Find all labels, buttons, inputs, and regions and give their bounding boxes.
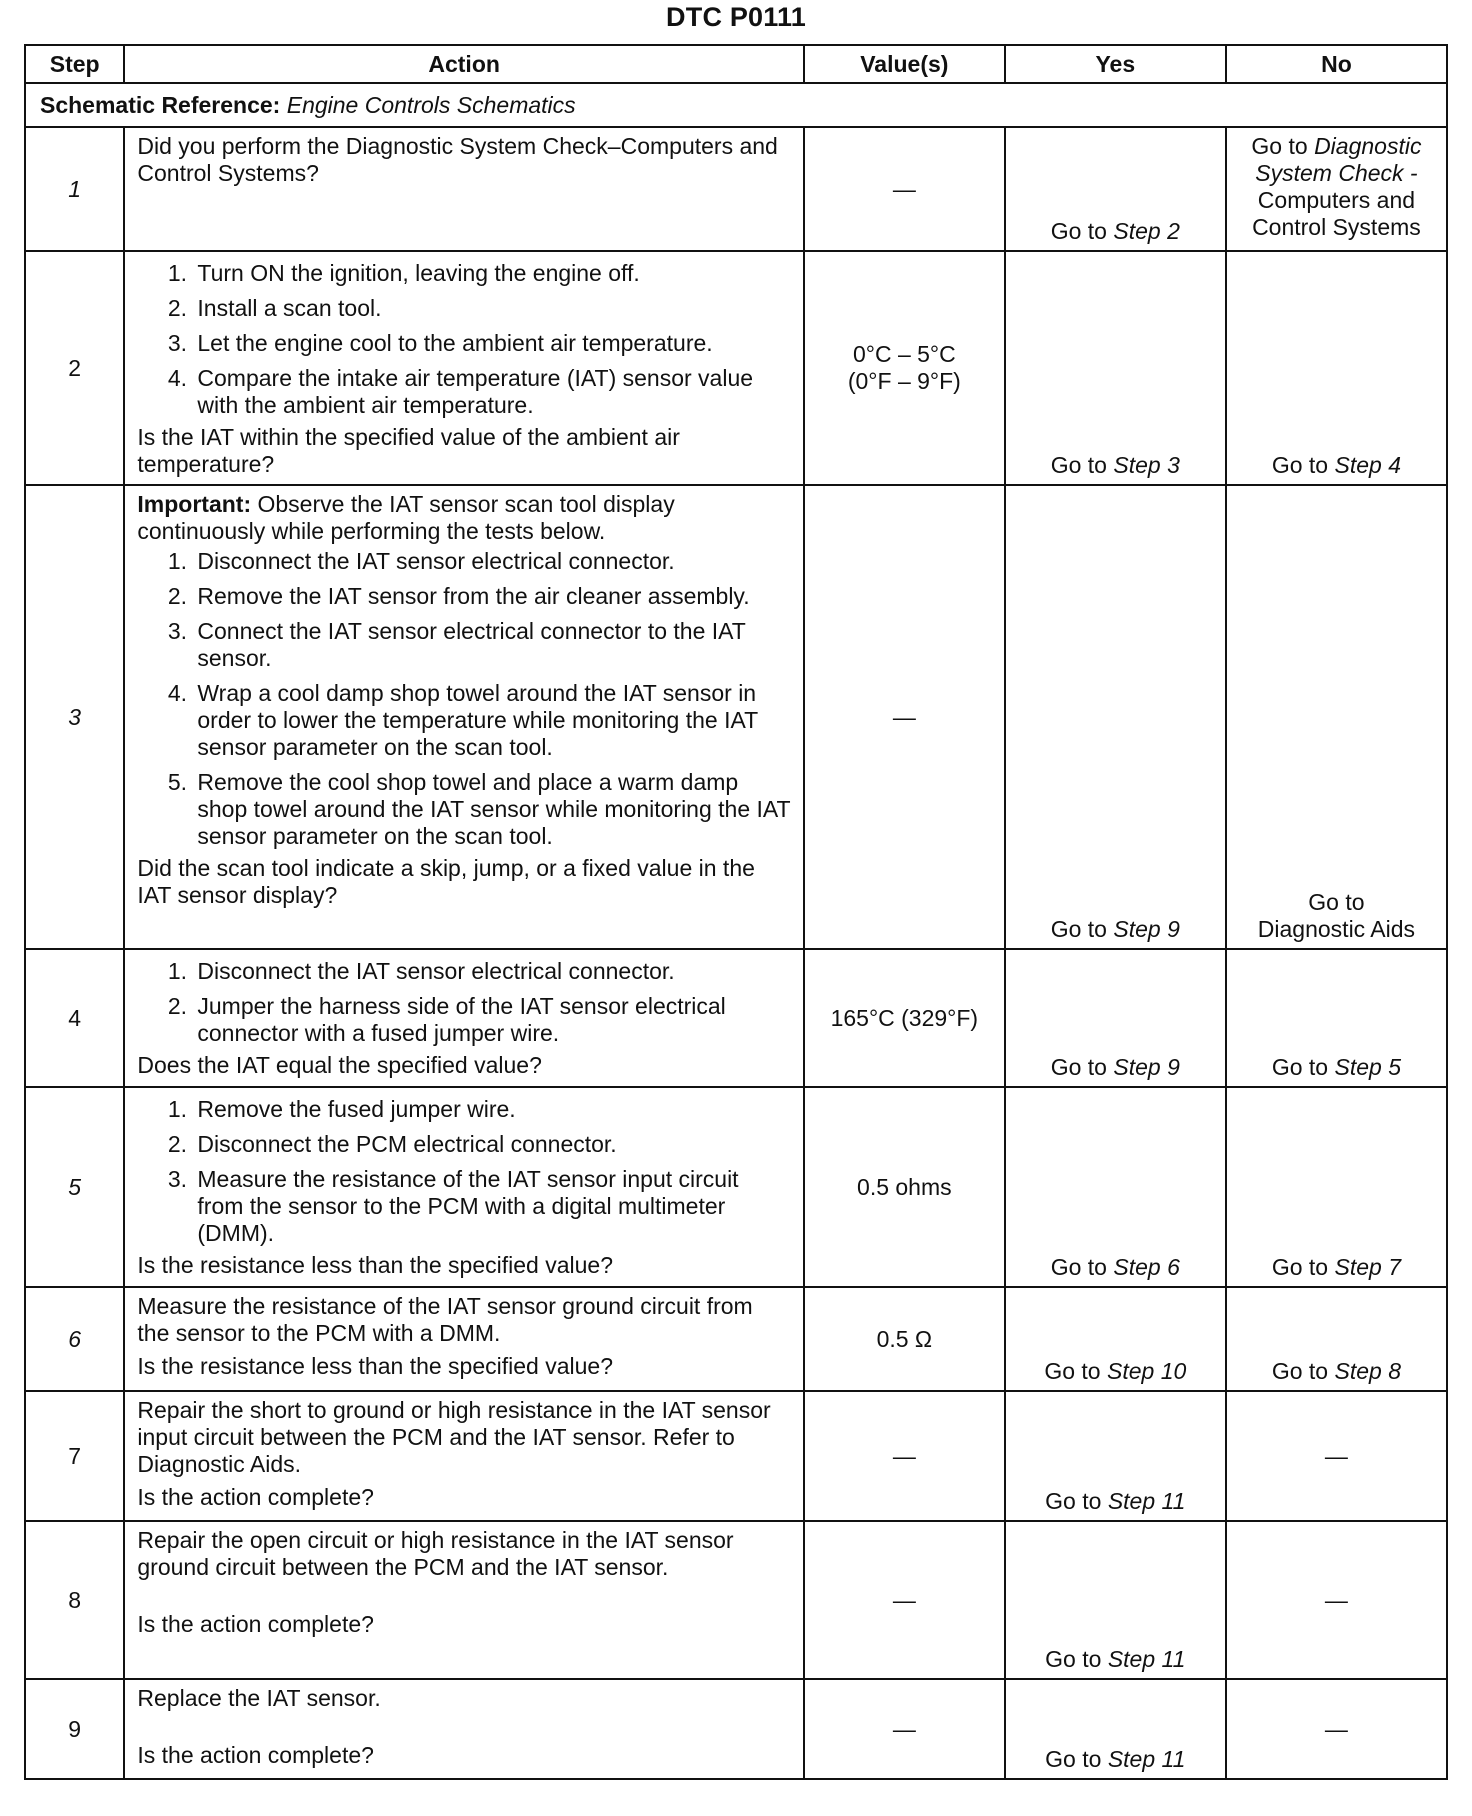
no-text-2: Diagnostic Aids (1257, 916, 1416, 942)
action-cell (124, 127, 804, 251)
no-target: Step 8 (1334, 1358, 1401, 1384)
reference-value: Engine Controls Schematics (286, 91, 576, 118)
action-question: Is the IAT within the specified value of the ambient air temperature? (137, 424, 680, 477)
important-label: Important: (137, 491, 252, 517)
no-cell (1226, 485, 1447, 949)
action-text: Repair the open circuit or high resistance in the IAT sensor ground circuit between the PCM and the IAT sensor. (137, 1527, 734, 1580)
schematic-reference (25, 83, 1447, 127)
action-text: Did you perform the Diagnostic System Check–Computers and Control Systems? (137, 133, 778, 186)
yes-target: Step 11 (1107, 1746, 1186, 1772)
step-number: 3 (25, 485, 124, 949)
table-row (25, 1087, 1447, 1287)
step-number: 9 (25, 1679, 124, 1779)
yes-target: Step 10 (1106, 1358, 1187, 1384)
yes-prefix: Go to (1044, 1358, 1101, 1384)
yes-cell (1005, 1679, 1226, 1779)
action-cell (124, 1287, 804, 1391)
no-cell: — (1226, 1679, 1447, 1779)
action-list (137, 260, 791, 419)
yes-cell (1005, 485, 1226, 949)
table-row (25, 251, 1447, 485)
no-prefix: Go to (1271, 1358, 1329, 1384)
value-cell: — (804, 485, 1005, 949)
no-target: Step 5 (1334, 1054, 1401, 1080)
value-cell: 165°C (329°F) (804, 949, 1005, 1087)
value-cell: 0.5 Ω (804, 1287, 1005, 1391)
yes-prefix: Go to (1050, 916, 1107, 942)
important-note (137, 491, 791, 545)
no-cell (1226, 949, 1447, 1087)
value-celsius: 0°C – 5°C (852, 341, 956, 367)
step-number: 2 (25, 251, 124, 485)
no-prefix: Go to (1271, 1254, 1329, 1280)
list-item: 1. Disconnect the IAT sensor electrical connector. (193, 548, 791, 575)
no-prefix: Go to (1271, 452, 1329, 478)
list-item: 5. Remove the cool shop towel and place a warm damp shop towel around the IAT sensor while monitoring the IAT sensor parameter on the scan tool. (193, 769, 791, 850)
list-item: 2. Disconnect the PCM electrical connector. (193, 1131, 791, 1158)
no-cell (1226, 127, 1447, 251)
list-item: 3. Measure the resistance of the IAT sensor input circuit from the sensor to the PCM with a digital multimeter (DMM). (193, 1166, 791, 1247)
value-cell (804, 251, 1005, 485)
yes-cell (1005, 949, 1226, 1087)
action-text: Measure the resistance of the IAT sensor ground circuit from the sensor to the PCM with a DMM. (137, 1293, 753, 1346)
yes-prefix: Go to (1050, 1254, 1107, 1280)
list-item: 1. Disconnect the IAT sensor electrical connector. (193, 958, 791, 985)
yes-prefix: Go to (1050, 218, 1107, 244)
value-cell: — (804, 1521, 1005, 1679)
action-text: Repair the short to ground or high resistance in the IAT sensor input circuit between the PCM and the IAT sensor. Refer to Diagnostic Aids. (137, 1397, 771, 1477)
step-number: 6 (25, 1287, 124, 1391)
list-item: 4. Wrap a cool damp shop towel around the IAT sensor in order to lower the temperature while monitoring the IAT sensor parameter on the scan tool. (193, 680, 791, 761)
action-question: Is the action complete? (137, 1484, 374, 1510)
important-text: Observe the IAT sensor scan tool display continuously while performing the tests below. (137, 491, 675, 544)
yes-prefix: Go to (1045, 1646, 1102, 1672)
step-number: 7 (25, 1391, 124, 1521)
header-action: Action (124, 45, 804, 83)
table-row (25, 1287, 1447, 1391)
action-question: Does the IAT equal the specified value? (137, 1052, 542, 1078)
table-row (25, 949, 1447, 1087)
diagnostic-table (24, 44, 1448, 1780)
action-cell (124, 1391, 804, 1521)
yes-target: Step 6 (1113, 1254, 1180, 1280)
reference-row (25, 83, 1447, 127)
action-cell (124, 251, 804, 485)
list-item: 2. Jumper the harness side of the IAT sensor electrical connector with a fused jumper wire. (193, 993, 791, 1047)
no-cell: — (1226, 1391, 1447, 1521)
list-item: 2. Remove the IAT sensor from the air cleaner assembly. (193, 583, 791, 610)
no-cell (1226, 1287, 1447, 1391)
list-item: 4. Compare the intake air temperature (IAT) sensor value with the ambient air temperature. (193, 365, 791, 419)
value-cell: 0.5 ohms (804, 1087, 1005, 1287)
table-row (25, 1679, 1447, 1779)
no-target: Diagnostic System Check - (1255, 133, 1422, 186)
header-step: Step (25, 45, 124, 83)
yes-target: Step 11 (1107, 1646, 1186, 1672)
header-no: No (1226, 45, 1447, 83)
yes-target: Step 3 (1113, 452, 1180, 478)
list-item: 1. Remove the fused jumper wire. (193, 1096, 791, 1123)
action-question: Is the resistance less than the specified value? (137, 1353, 614, 1379)
no-cell (1226, 1087, 1447, 1287)
action-cell (124, 485, 804, 949)
no-prefix: Go to (1271, 1054, 1329, 1080)
value-cell: — (804, 1679, 1005, 1779)
value-fahrenheit: (0°F – 9°F) (847, 368, 961, 394)
yes-cell (1005, 1391, 1226, 1521)
action-cell (124, 1679, 804, 1779)
yes-cell (1005, 1521, 1226, 1679)
no-text: Go to (1308, 889, 1365, 915)
list-item: 1. Turn ON the ignition, leaving the engine off. (193, 260, 791, 287)
action-list (137, 958, 791, 1047)
no-target: Step 7 (1334, 1254, 1401, 1280)
action-question: Is the resistance less than the specified value? (137, 1252, 614, 1278)
no-cell: — (1226, 1521, 1447, 1679)
step-number: 4 (25, 949, 124, 1087)
action-cell (124, 1521, 804, 1679)
action-cell (124, 949, 804, 1087)
no-target: Step 4 (1334, 452, 1401, 478)
reference-label: Schematic Reference: (40, 91, 281, 118)
table-row (25, 127, 1447, 251)
yes-target: Step 9 (1113, 916, 1180, 942)
yes-prefix: Go to (1050, 452, 1107, 478)
action-list (137, 548, 791, 850)
step-number: 1 (25, 127, 124, 251)
action-question: Is the action complete? (137, 1611, 374, 1637)
value-cell: — (804, 1391, 1005, 1521)
header-yes: Yes (1005, 45, 1226, 83)
yes-target: Step 2 (1113, 218, 1180, 244)
yes-target: Step 9 (1113, 1054, 1180, 1080)
action-text: Replace the IAT sensor. (137, 1685, 381, 1711)
table-row (25, 485, 1447, 949)
header-values: Value(s) (804, 45, 1005, 83)
table-row (25, 1521, 1447, 1679)
action-list (137, 1096, 791, 1247)
header-row (25, 45, 1447, 83)
yes-prefix: Go to (1050, 1054, 1107, 1080)
yes-cell (1005, 1087, 1226, 1287)
yes-cell (1005, 1287, 1226, 1391)
no-prefix: Go to (1251, 133, 1308, 159)
no-suffix: Computers and Control Systems (1252, 187, 1421, 240)
no-cell (1226, 251, 1447, 485)
list-item: 2. Install a scan tool. (193, 295, 791, 322)
page-title: DTC P0111 (666, 2, 806, 32)
yes-prefix: Go to (1045, 1488, 1102, 1514)
action-question: Did the scan tool indicate a skip, jump, or a fixed value in the IAT sensor display? (137, 855, 755, 908)
yes-target: Step 11 (1107, 1488, 1186, 1514)
yes-prefix: Go to (1045, 1746, 1102, 1772)
yes-cell (1005, 127, 1226, 251)
action-cell (124, 1087, 804, 1287)
yes-cell (1005, 251, 1226, 485)
table-row (25, 1391, 1447, 1521)
step-number: 8 (25, 1521, 124, 1679)
list-item: 3. Connect the IAT sensor electrical connector to the IAT sensor. (193, 618, 791, 672)
list-item: 3. Let the engine cool to the ambient air temperature. (193, 330, 791, 357)
value-cell: — (804, 127, 1005, 251)
step-number: 5 (25, 1087, 124, 1287)
action-question: Is the action complete? (137, 1742, 374, 1768)
